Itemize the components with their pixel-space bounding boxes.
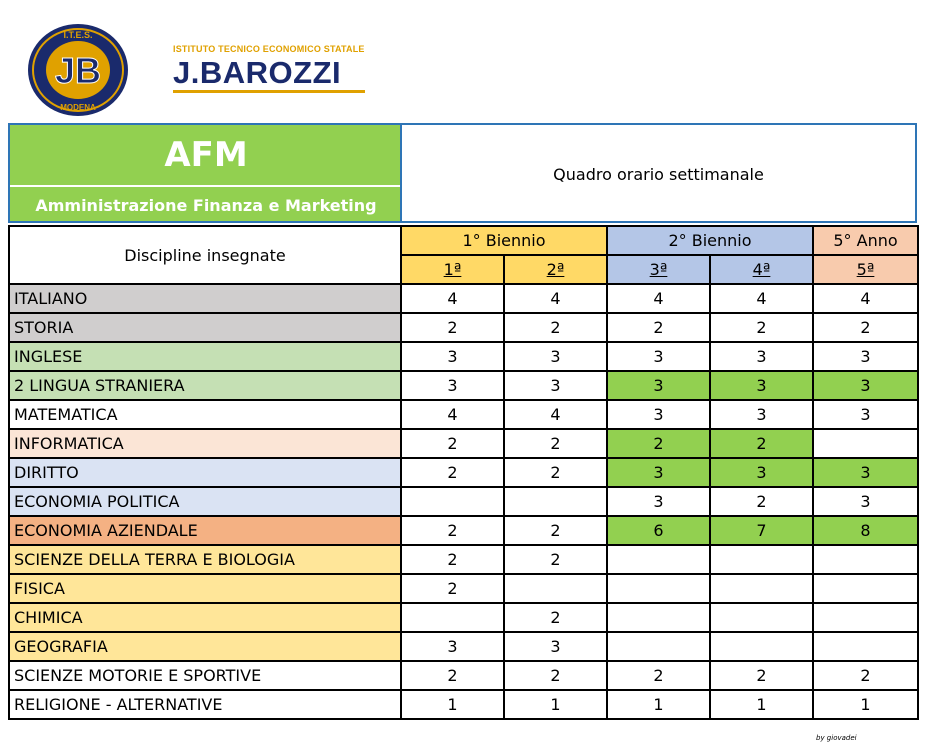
- hours-cell: 2: [504, 516, 607, 545]
- group-first-biennium: 1° Biennio: [401, 226, 607, 255]
- table-row: [9, 574, 918, 603]
- logo-monogram: JB: [54, 50, 102, 91]
- hours-cell: 3: [607, 371, 710, 400]
- hours-cell: [607, 545, 710, 574]
- year-2-header: 2ª: [504, 255, 607, 284]
- hours-cell: [710, 632, 813, 661]
- hours-cell: [504, 574, 607, 603]
- subject-name: GEOGRAFIA: [9, 632, 401, 661]
- hours-cell: 4: [813, 284, 918, 313]
- table-row: [9, 400, 918, 429]
- hours-cell: [607, 632, 710, 661]
- hours-cell: 2: [401, 313, 504, 342]
- subject-name: SCIENZE MOTORIE E SPORTIVE: [9, 661, 401, 690]
- hours-cell: 7: [710, 516, 813, 545]
- subject-name: INGLESE: [9, 342, 401, 371]
- table-row: [9, 632, 918, 661]
- hours-cell: 2: [401, 429, 504, 458]
- group-second-biennium: 2° Biennio: [607, 226, 813, 255]
- hours-cell: 4: [504, 400, 607, 429]
- hours-cell: 2: [504, 545, 607, 574]
- hours-cell: 3: [607, 400, 710, 429]
- hours-cell: [504, 487, 607, 516]
- hours-cell: 2: [813, 661, 918, 690]
- hours-cell: 2: [504, 458, 607, 487]
- subject-name: CHIMICA: [9, 603, 401, 632]
- course-header: [8, 123, 917, 225]
- hours-cell: 2: [813, 313, 918, 342]
- school-logo: [27, 23, 129, 117]
- divider: [10, 185, 400, 187]
- course-name: Amministrazione Finanza e Marketing: [35, 196, 377, 215]
- hours-cell: 3: [607, 458, 710, 487]
- subject-name: DIRITTO: [9, 458, 401, 487]
- table-row: [9, 342, 918, 371]
- table-row: [9, 429, 918, 458]
- table-row: [9, 284, 918, 313]
- hours-cell: 3: [504, 371, 607, 400]
- hours-cell: 1: [607, 690, 710, 719]
- table-row: [9, 487, 918, 516]
- hours-cell: 3: [813, 458, 918, 487]
- hours-cell: 2: [607, 429, 710, 458]
- hours-cell: 3: [504, 342, 607, 371]
- hours-cell: [813, 545, 918, 574]
- subject-name: FISICA: [9, 574, 401, 603]
- hours-cell: 3: [813, 487, 918, 516]
- hours-cell: [401, 487, 504, 516]
- hours-cell: 3: [401, 371, 504, 400]
- table-row: [9, 661, 918, 690]
- schedule-title-panel: [400, 123, 917, 223]
- hours-cell: 8: [813, 516, 918, 545]
- schedule-title: Quadro orario settimanale: [553, 165, 764, 184]
- hours-cell: [607, 603, 710, 632]
- hours-cell: 4: [710, 284, 813, 313]
- subject-name: ECONOMIA POLITICA: [9, 487, 401, 516]
- subject-name: STORIA: [9, 313, 401, 342]
- hours-cell: [813, 429, 918, 458]
- hours-cell: 3: [710, 400, 813, 429]
- table-row: [9, 603, 918, 632]
- hours-cell: [813, 574, 918, 603]
- logo-arc-top: I.T.E.S.: [63, 30, 93, 40]
- hours-cell: 1: [504, 690, 607, 719]
- school-brand: [173, 44, 365, 93]
- hours-cell: 2: [504, 313, 607, 342]
- subject-name: RELIGIONE - ALTERNATIVE: [9, 690, 401, 719]
- hours-cell: 3: [813, 400, 918, 429]
- table-row: [9, 545, 918, 574]
- subject-name: SCIENZE DELLA TERRA E BIOLOGIA: [9, 545, 401, 574]
- subject-name: INFORMATICA: [9, 429, 401, 458]
- table-row: [9, 690, 918, 719]
- hours-cell: [710, 574, 813, 603]
- logo-arc-bottom: MODENA: [60, 103, 96, 112]
- hours-cell: 3: [813, 342, 918, 371]
- hours-cell: 2: [607, 313, 710, 342]
- hours-cell: [813, 603, 918, 632]
- hours-cell: 2: [710, 429, 813, 458]
- subjects-header: Discipline insegnate: [9, 226, 401, 284]
- hours-cell: 2: [710, 487, 813, 516]
- hours-cell: 2: [504, 661, 607, 690]
- hours-cell: 2: [607, 661, 710, 690]
- footnote: by giovadei: [816, 734, 857, 742]
- year-5-header: 5ª: [813, 255, 918, 284]
- course-title-panel: [8, 123, 400, 223]
- subject-name: 2 LINGUA STRANIERA: [9, 371, 401, 400]
- hours-cell: 2: [401, 574, 504, 603]
- year-1-header: 1ª: [401, 255, 504, 284]
- group-fifth-year: 5° Anno: [813, 226, 918, 255]
- subject-name: MATEMATICA: [9, 400, 401, 429]
- hours-cell: [401, 603, 504, 632]
- table-row: [9, 371, 918, 400]
- hours-cell: 2: [710, 313, 813, 342]
- hours-cell: 6: [607, 516, 710, 545]
- table-row: [9, 313, 918, 342]
- table-row: [9, 458, 918, 487]
- hours-cell: 2: [401, 458, 504, 487]
- hours-cell: 3: [607, 487, 710, 516]
- hours-cell: 3: [504, 632, 607, 661]
- hours-cell: 4: [401, 400, 504, 429]
- hours-cell: 2: [504, 603, 607, 632]
- group-header-row: [9, 226, 918, 255]
- hours-cell: 3: [607, 342, 710, 371]
- hours-cell: 3: [813, 371, 918, 400]
- hours-cell: 4: [504, 284, 607, 313]
- subject-name: ECONOMIA AZIENDALE: [9, 516, 401, 545]
- hours-cell: 1: [710, 690, 813, 719]
- hours-cell: 1: [401, 690, 504, 719]
- brand-subtitle: ISTITUTO TECNICO ECONOMICO STATALE: [173, 44, 365, 54]
- hours-cell: [710, 603, 813, 632]
- brand-name: J.BAROZZI: [173, 56, 365, 93]
- hours-cell: [710, 545, 813, 574]
- hours-cell: 2: [504, 429, 607, 458]
- hours-cell: 4: [607, 284, 710, 313]
- year-3-header: 3ª: [607, 255, 710, 284]
- hours-cell: 3: [401, 342, 504, 371]
- hours-cell: 2: [401, 516, 504, 545]
- hours-cell: 2: [401, 545, 504, 574]
- hours-cell: 1: [813, 690, 918, 719]
- subject-name: ITALIANO: [9, 284, 401, 313]
- year-4-header: 4ª: [710, 255, 813, 284]
- hours-cell: [607, 574, 710, 603]
- hours-cell: [813, 632, 918, 661]
- hours-cell: 4: [401, 284, 504, 313]
- hours-cell: 3: [710, 371, 813, 400]
- schedule-table: [8, 225, 919, 720]
- hours-cell: 3: [710, 342, 813, 371]
- hours-cell: 2: [401, 661, 504, 690]
- course-code: AFM: [164, 135, 248, 175]
- hours-cell: 3: [401, 632, 504, 661]
- hours-cell: 2: [710, 661, 813, 690]
- table-row: [9, 516, 918, 545]
- hours-cell: 3: [710, 458, 813, 487]
